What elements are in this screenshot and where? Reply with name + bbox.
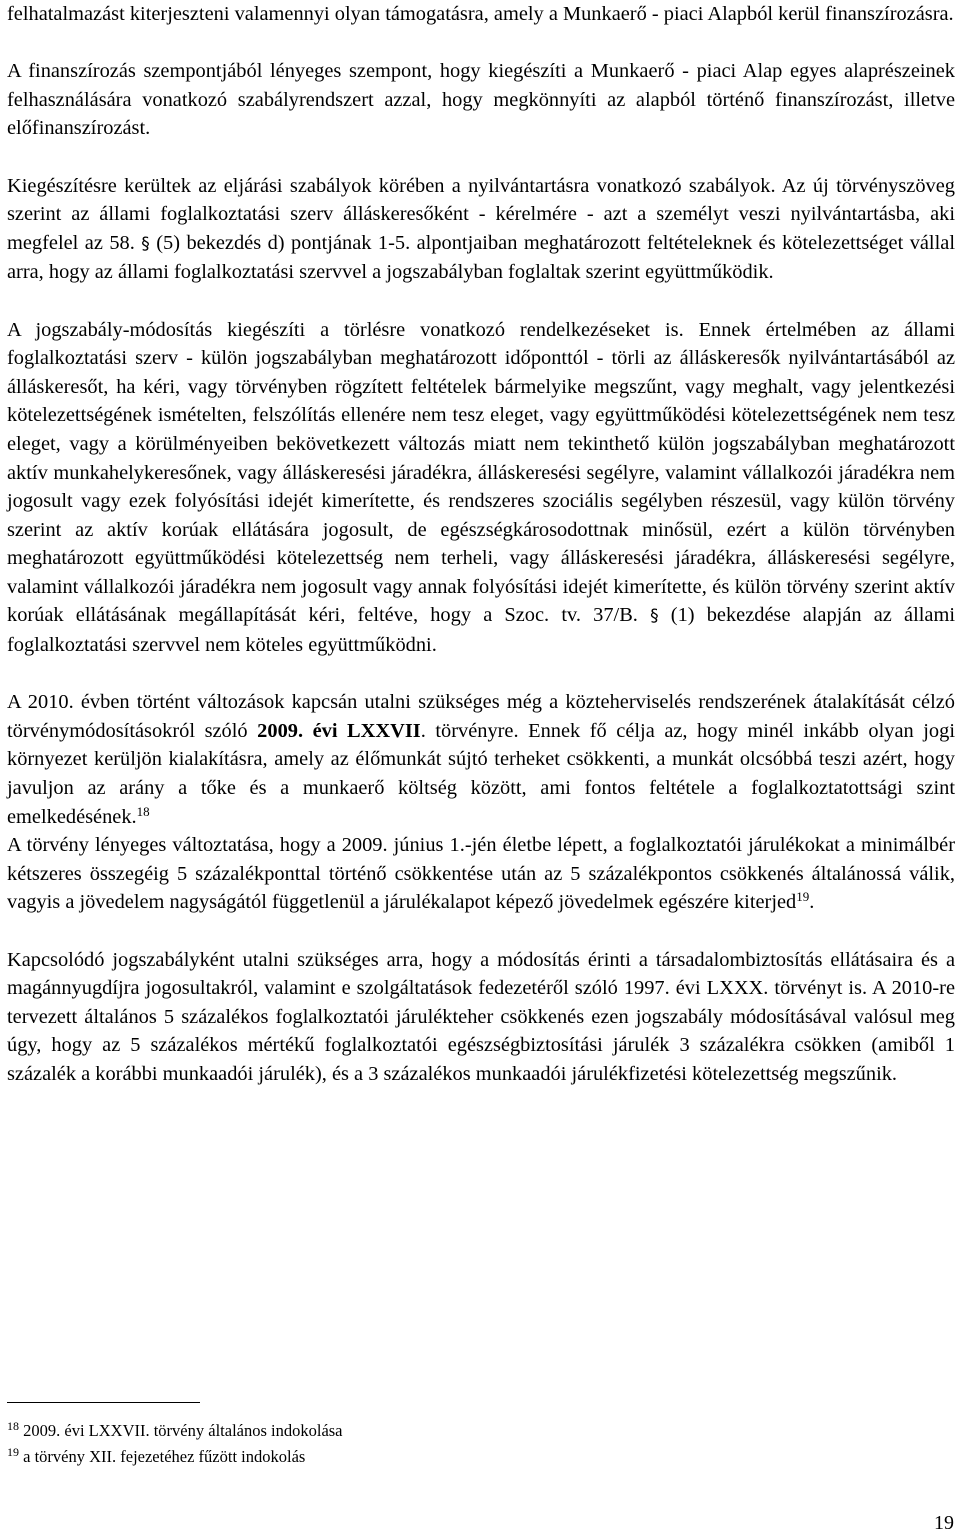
paragraph-contribution: [7, 831, 955, 917]
footnote-ref-18[interactable]: 18: [136, 803, 150, 819]
paragraph-related-law: Kapcsolódó jogszabályként utalni szükséges arra, hogy a módosítás érinti a társadalombiztosítás ellátásaira és a magánnyugdíjra jogosultakról, valamint e szolgáltatások fedezetéről szóló 1997. évi LXXX. törvényt is. A 2010-re tervezett általános 5 százalékos foglalkoztatói járulékteher csökkenés ezen jogszabály módosításával valósul meg úgy, hogy az 5 százalékos mértékű foglalkoztatói egészségbiztosítási járulék 3 százalékra csökken (amiből 1 százalék a korábbi munkaadói járulék), és a 3 százalékos munkaadói járulékfizetési kötelezettség megszűnik.: [7, 948, 955, 1085]
tax-text-b: . törvényre. Ennek fő célja az, hogy minél inkább olyan jogi környezet kerüljön kialakításra, amely az élőmunkát sújtó terheket csökkenti, a munkát olcsóbbá teszi azért, hogy javuljon az arány a tőke és a munkaerő költség között, ami fontos feltétele a foglalkoztatottsági szint emelkedésének.: [7, 719, 955, 828]
paragraph-tax-changes: [7, 688, 955, 831]
footnote-19: [7, 1444, 907, 1470]
page-number: 19: [934, 1512, 954, 1534]
paragraph-continuation: felhatalmazást kiterjeszteni valamennyi olyan támogatásra, amely a Munkaerő - piaci Alapból kerül finanszírozásra.: [7, 3, 954, 25]
paragraph-deletion: [7, 316, 955, 660]
footnote-text: 2009. évi LXXVII. törvény általános indokolása: [23, 1421, 343, 1440]
registration-text-b: (5) bekezdés d) pontjának 1-5. alpontjaiban meghatározott feltételeknek és kötelezettséget vállal arra, hogy az állami foglalkoztatási szervvel a jogszabályban foglaltak szerint együttműködik.: [7, 231, 955, 284]
section-sign: §: [650, 606, 659, 627]
paragraph-financing: A finanszírozás szempontjából lényeges szempont, hogy kiegészíti a Munkaerő - piaci Alap egyes alaprészeinek felhasználására vonatkozó szabályrendszert azzal, hogy megkönnyíti az alapból történő finanszírozást, illetve előfinanszírozást.: [7, 60, 955, 140]
footnote-divider: [7, 1402, 200, 1403]
contribution-text: A törvény lényeges változtatása, hogy a 2009. június 1.-jén életbe lépett, a foglalkoztatói járulékokat a minimálbér kétszeres összegéig 5 százalékponttal történő csökkentése után az 5 százalékpontos csökkenés általánossá válik, vagyis a jövedelem nagyságától függetlenül a járulékalapot képező jövedelmek egészére kiterjed: [7, 834, 955, 914]
paragraph-registration: [7, 172, 955, 287]
deletion-text-a: A jogszabály-módosítás kiegészíti a törlésre vonatkozó rendelkezéseket is. Ennek értelmében az állami foglalkoztatási szerv - külön jogszabályban meghatározott időponttól - törli az álláskeresők nyilvántartásából az álláskeresőt, ha kéri, vagy törvényben rögzített feltételek bármelyike megszűnt, vagy meghalt, vagy jelentkezési kötelezettségének ismételten, felszólítás ellenére nem tesz eleget, vagy együttműködési kötelezettségének nem tesz eleget, vagy a körülményeiben bekövetkezett változás miatt nem tekinthető külön jogszabályban meghatározott aktív munkahelykeresőnek, vagy álláskeresési járadékra, álláskeresési segélyre, valamint vállalkozói járadékra nem jogosult vagy ezek folyósítási idejét kimerítette, és rendszeres szociális segélyben részesül, vagy külön törvény szerint az aktív korúak ellátására jogosult, de egészségkárosodottnak minősül, ezért a külön törvényben meghatározott együttműködési kötelezettség nem terheli, vagy álláskeresési járadékra, álláskeresési segélyre, valamint vállalkozói járadékra nem jogosult vagy annak folyósítási idejét kimerítette, és külön törvény szerint aktív korúak ellátásának megállapítását kéri, feltéve, hogy a Szoc. tv. 37/B.: [7, 318, 955, 627]
footnote-text: a törvény XII. fejezetéhez fűzött indokolás: [23, 1447, 306, 1466]
footnote-18: [7, 1418, 907, 1444]
deletion-text-b: (1) bekezdése alapján az állami foglalkoztatási szervvel nem köteles együttműködni.: [7, 604, 955, 657]
tax-text-a: A 2010. évben történt változások kapcsán utalni szükséges még a közteherviselés rendszerének átalakítását célzó törvénymódosításokról szóló: [7, 691, 955, 742]
footnote-number: 19: [7, 1445, 19, 1459]
section-sign: §: [141, 233, 150, 254]
registration-text-a: Az új törvényszöveg szerint az állami foglalkoztatási szerv álláskeresőként - kérelmére - azt a személyt veszi nyilvántartásba, aki megfelel az 58.: [7, 174, 955, 254]
footnote-ref-19[interactable]: 19: [796, 889, 810, 905]
registration-intro: Kiegészítésre kerültek az eljárási szabályok körében a nyilvántartásra vonatkozó szabályok.: [7, 174, 776, 197]
footnote-number: 18: [7, 1419, 19, 1433]
document-page: [7, 0, 955, 1089]
law-reference-bold: 2009. évi LXXVII: [257, 719, 421, 742]
footnotes: [7, 1418, 907, 1470]
contribution-end: .: [809, 891, 815, 914]
